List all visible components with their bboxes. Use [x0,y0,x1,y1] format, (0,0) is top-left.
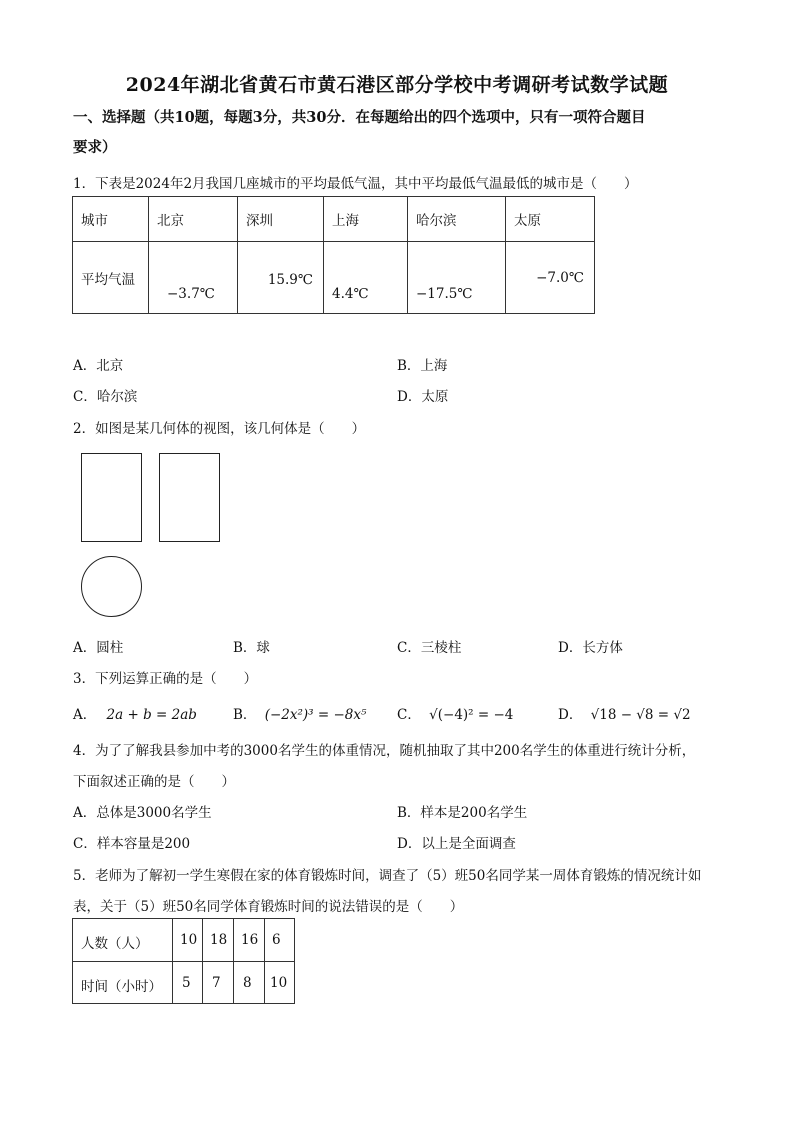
q1-value-shenzhen: 15.9℃ [267,272,313,288]
q5-row2-cell: 5 [182,975,191,991]
q2-option-b[interactable]: B．球 [233,640,270,656]
q5-row2-cell: 7 [212,975,221,991]
q1-value-taiyuan: −7.0℃ [536,270,584,286]
q1-stem: 1．下表是2024年2月我国几座城市的平均最低气温，其中平均最低气温最低的城市是（ ） [73,176,638,192]
q5-row1-cell: 16 [241,932,259,948]
q5-stem-line2: 表，关于（5）班50名同学体育锻炼时间的说法错误的是（ ） [73,899,464,915]
q3-option-d-label: D． [558,707,583,723]
q1-header-harbin: 哈尔滨 [416,213,457,229]
q1-header-beijing: 北京 [157,213,184,229]
q1-option-d[interactable]: D．太原 [397,389,449,405]
top-view-circle [81,556,142,617]
q1-value-beijing: −3.7℃ [167,286,215,302]
q5-row2-cell: 10 [270,975,288,991]
q3-option-d-expression: √18 − √8 = √2 [590,707,691,723]
q1-value-shanghai: 4.4℃ [332,286,369,302]
q3-option-b[interactable] [233,703,366,723]
q4-stem-line2: 下面叙述正确的是（ ） [73,774,235,790]
q3-option-b-label: B． [233,707,257,723]
q3-option-c-label: C． [397,707,421,723]
q2-stem: 2．如图是某几何体的视图，该几何体是（ ） [73,421,366,437]
q2-option-c[interactable]: C．三棱柱 [397,640,462,656]
q5-exercise-table [72,918,295,1004]
section-heading [73,103,733,163]
q1-header-shenzhen: 深圳 [246,213,273,229]
q5-row2-label: 时间（小时） [81,979,162,995]
q5-row1-cell: 6 [272,932,281,948]
q3-option-a-label: A． [73,707,97,723]
front-view-rectangle [81,453,142,542]
q5-row1-cell: 10 [180,932,198,948]
q4-option-c[interactable]: C．样本容量是200 [73,836,191,852]
q1-option-b[interactable]: B．上海 [397,358,448,374]
q1-row-label: 平均气温 [81,272,135,288]
section-heading-line2: 要求） [73,139,117,156]
q5-row2-cell: 8 [243,975,252,991]
q3-option-a[interactable] [73,703,197,723]
side-view-rectangle [159,453,220,542]
q1-header-shanghai: 上海 [332,213,359,229]
q5-row1-cell: 18 [210,932,228,948]
section-heading-line1: 一、选择题（共10题，每题3分，共30分．在每题给出的四个选项中，只有一项符合题目 [73,109,646,126]
q5-row1-label: 人数（人） [81,936,149,952]
q3-option-c-expression: √(−4)² = −4 [429,707,514,723]
q3-option-d[interactable] [558,703,691,723]
q3-option-a-expression: 2a + b = 2ab [106,707,197,723]
q1-header-city: 城市 [81,213,108,229]
q3-stem: 3．下列运算正确的是（ ） [73,671,258,687]
q3-option-b-expression: (−2x²)³ = −8x⁵ [264,707,367,723]
q3-option-c[interactable] [397,703,513,723]
q1-option-a[interactable]: A．北京 [73,358,124,374]
q1-header-taiyuan: 太原 [514,213,541,229]
q5-stem-line1: 5．老师为了解初一学生寒假在家的体育锻炼时间，调查了（5）班50名同学某一周体育锻炼的情况统计如 [73,868,702,884]
q2-option-d[interactable]: D．长方体 [558,640,623,656]
page-title: 2024年湖北省黄石市黄石港区部分学校中考调研考试数学试题 [125,74,669,96]
q1-option-c[interactable]: C．哈尔滨 [73,389,138,405]
q4-stem-line1: 4．为了了解我县参加中考的3000名学生的体重情况，随机抽取了其中200名学生的体重进行统计分析， [73,743,696,759]
q1-temperature-table [72,196,595,314]
q2-option-a[interactable]: A．圆柱 [73,640,124,656]
q4-option-a[interactable]: A．总体是3000名学生 [73,805,212,821]
q4-option-d[interactable]: D．以上是全面调查 [397,836,516,852]
q4-option-b[interactable]: B．样本是200名学生 [397,805,528,821]
q1-value-harbin: −17.5℃ [416,286,473,302]
